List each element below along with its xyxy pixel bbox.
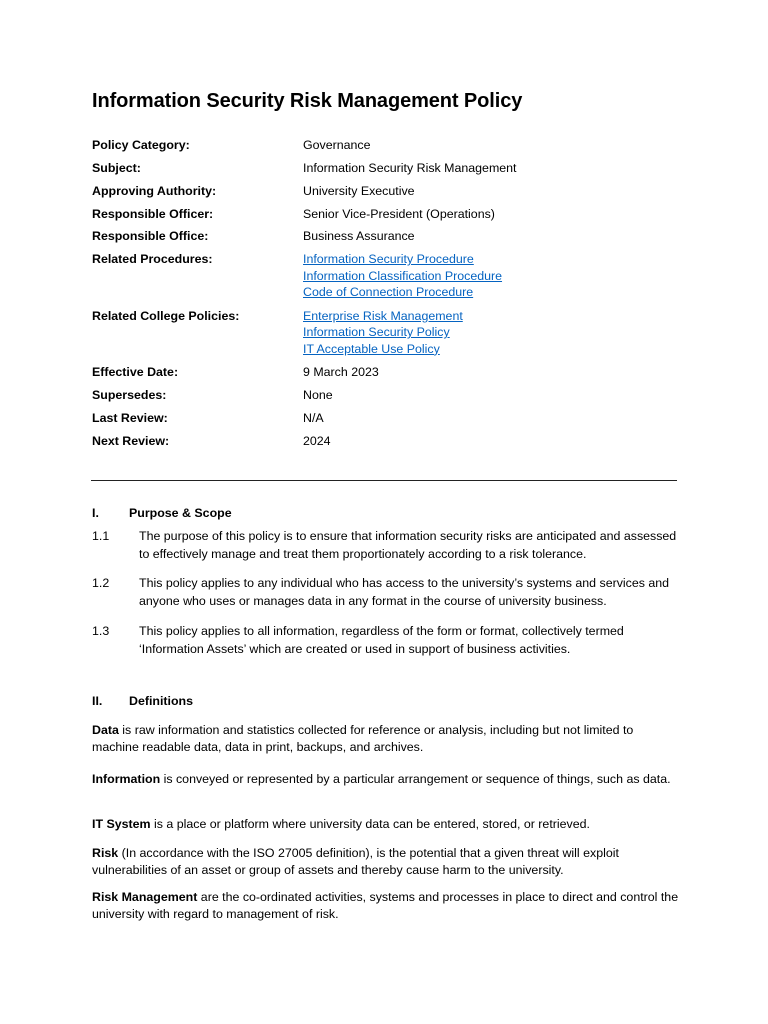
definition-text: (In accordance with the ISO 27005 definition), is the potential that a given threat will exploit vulnerabilities of an asset or group of assets and thereby cause harm to the university. [92, 846, 619, 877]
clause-1-2 [92, 575, 682, 610]
meta-row-next-review [92, 433, 682, 450]
link-enterprise-risk-management[interactable]: Enterprise Risk Management [303, 308, 463, 323]
definition-term: IT System [92, 817, 151, 831]
link-it-acceptable-use-policy[interactable]: IT Acceptable Use Policy [303, 341, 440, 356]
clause-1-3 [92, 623, 682, 658]
meta-value-effective-date: 9 March 2023 [303, 365, 379, 380]
section-number: I. [92, 506, 99, 520]
clause-number: 1.2 [92, 576, 110, 590]
meta-label-approving-authority: Approving Authority: [92, 183, 217, 198]
definition-data [92, 722, 682, 756]
clause-number: 1.3 [92, 624, 110, 638]
clause-text: The purpose of this policy is to ensure that information security risks are anticipated and assessed to effectively manage and treat them proportionately according to a risk tolerance. [139, 529, 677, 561]
section-title: Definitions [129, 694, 194, 708]
definition-risk [92, 845, 682, 879]
definition-text: is raw information and statistics collected for reference or analysis, including but not limited to machine readable data, data in print, backups, and archives. [92, 723, 634, 754]
meta-label-subject: Subject: [92, 161, 141, 175]
meta-row-responsible-office [92, 228, 682, 245]
related-college-policies-links [303, 308, 682, 358]
clause-text: This policy applies to any individual who has access to the university’s systems and services and anyone who uses or manages data in any format in the course of university business. [139, 576, 670, 608]
meta-value-responsible-officer: Senior Vice-President (Operations) [303, 206, 495, 221]
clause-1-1 [92, 528, 682, 563]
link-information-classification-procedure[interactable]: Information Classification Procedure [303, 268, 503, 283]
definition-text: is a place or platform where university data can be entered, stored, or retrieved. [150, 817, 590, 831]
document-title: Information Security Risk Management Policy [92, 90, 523, 112]
definition-term: Risk Management [92, 890, 198, 904]
meta-label-responsible-officer: Responsible Officer: [92, 206, 214, 221]
meta-label-responsible-office: Responsible Office: [92, 229, 209, 244]
link-information-security-procedure[interactable]: Information Security Procedure [303, 252, 474, 267]
meta-row-last-review [92, 410, 682, 427]
section-divider [91, 480, 677, 481]
meta-label-effective-date: Effective Date: [92, 365, 179, 380]
meta-label-related-college-policies: Related College Policies: [92, 308, 240, 323]
meta-row-responsible-officer [92, 206, 682, 223]
meta-label-policy-category: Policy Category: [92, 138, 190, 152]
definition-risk-management [92, 889, 682, 923]
meta-row-effective-date [92, 364, 682, 381]
meta-label-next-review: Next Review: [92, 433, 170, 448]
section-number: II. [92, 694, 103, 708]
link-information-security-policy[interactable]: Information Security Policy [303, 325, 450, 340]
definition-text: are the co-ordinated activities, systems and processes in place to direct and control the university with regard to management of risk. [92, 890, 679, 921]
clause-number: 1.1 [92, 529, 110, 543]
definition-term: Risk [92, 846, 119, 860]
meta-label-related-procedures: Related Procedures: [92, 252, 213, 267]
definition-it-system [92, 816, 682, 833]
clause-text: This policy applies to all information, regardless of the form or format, collectively termed ‘Information Assets’ which are created or used in support of business activities. [139, 624, 624, 656]
meta-value-policy-category: Governance [303, 138, 371, 152]
meta-value-approving-authority: University Executive [303, 183, 415, 198]
meta-value-subject: Information Security Risk Management [303, 161, 517, 175]
meta-value-last-review: N/A [303, 410, 324, 425]
definition-term: Information [92, 772, 161, 786]
related-procedures-links [303, 251, 682, 301]
section-heading-definitions [92, 694, 193, 708]
meta-row-related-procedures [92, 251, 682, 301]
meta-row-approving-authority [92, 183, 682, 200]
section-title: Purpose & Scope [129, 506, 232, 520]
meta-row-related-college-policies [92, 308, 682, 358]
meta-label-supersedes: Supersedes: [92, 387, 167, 402]
section-heading-purpose-scope [92, 506, 232, 520]
meta-row-subject [92, 160, 682, 177]
meta-label-last-review: Last Review: [92, 410, 168, 425]
definition-information [92, 771, 682, 788]
link-code-of-connection-procedure[interactable]: Code of Connection Procedure [303, 285, 474, 300]
policy-metadata-table [92, 137, 682, 449]
definition-text: is conveyed or represented by a particular arrangement or sequence of things, such as data. [160, 772, 671, 786]
meta-row-policy-category [92, 137, 682, 154]
definition-term: Data [92, 723, 119, 737]
meta-value-next-review: 2024 [303, 433, 331, 448]
meta-value-responsible-office: Business Assurance [303, 229, 415, 244]
meta-value-supersedes: None [303, 387, 333, 402]
meta-row-supersedes [92, 387, 682, 404]
